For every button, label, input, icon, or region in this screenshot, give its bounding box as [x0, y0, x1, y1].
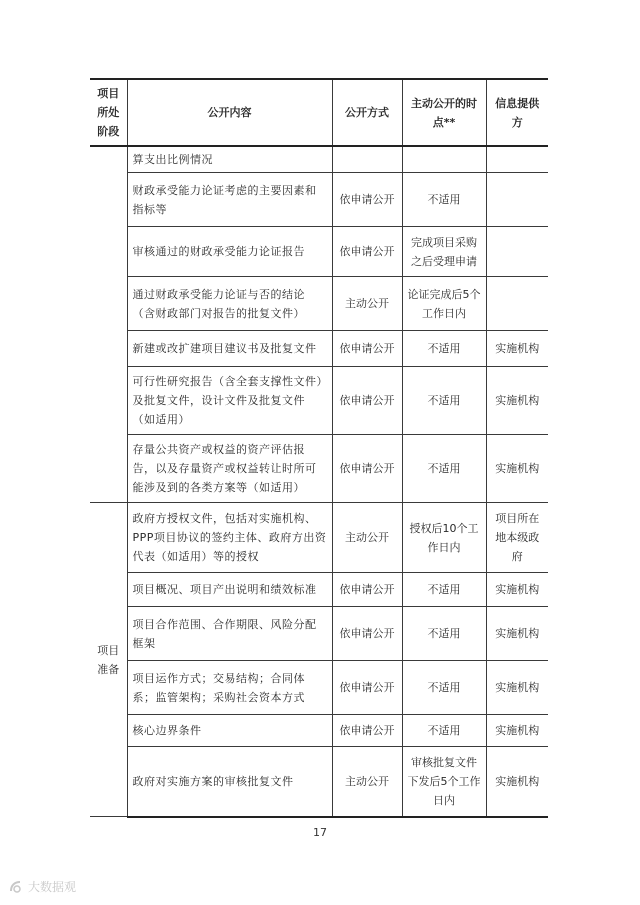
cell-time: [402, 146, 486, 173]
cell-content: 算支出比例情况: [127, 146, 332, 173]
header-provider: 信息提供方: [486, 79, 548, 146]
cell-mode: 依申请公开: [332, 173, 402, 227]
cell-time: 不适用: [402, 367, 486, 435]
table-row: [90, 747, 548, 817]
cell-mode: 主动公开: [332, 503, 402, 573]
cell-time: 不适用: [402, 715, 486, 747]
cell-provider: [486, 277, 548, 331]
cell-provider: 实施机构: [486, 331, 548, 367]
cell-content: 政府方授权文件，包括对实施机构、PPP项目协议的签约主体、政府方出资代表（如适用）等的授权: [127, 503, 332, 573]
header-time: 主动公开的时点**: [402, 79, 486, 146]
cell-mode: [332, 146, 402, 173]
cell-provider: 实施机构: [486, 573, 548, 607]
table-row: [90, 146, 548, 173]
header-stage: 项目所处阶段: [90, 79, 127, 146]
cell-content: 项目运作方式；交易结构；合同体系；监管架构；采购社会资本方式: [127, 661, 332, 715]
table-row: [90, 503, 548, 573]
cell-content: 通过财政承受能力论证与否的结论（含财政部门对报告的批复文件）: [127, 277, 332, 331]
watermark-text: 大数据观: [28, 880, 77, 894]
cell-mode: 依申请公开: [332, 607, 402, 661]
cell-mode: 依申请公开: [332, 331, 402, 367]
cell-time: 审核批复文件下发后5个工作日内: [402, 747, 486, 817]
table-row: [90, 607, 548, 661]
cell-content: 财政承受能力论证考虑的主要因素和指标等: [127, 173, 332, 227]
cell-content: 核心边界条件: [127, 715, 332, 747]
cell-provider: 实施机构: [486, 715, 548, 747]
cell-mode: 依申请公开: [332, 227, 402, 277]
cell-content: 审核通过的财政承受能力论证报告: [127, 227, 332, 277]
cell-content: 新建或改扩建项目建议书及批复文件: [127, 331, 332, 367]
cell-mode: 主动公开: [332, 747, 402, 817]
disclosure-table: [90, 78, 548, 818]
cell-mode: 依申请公开: [332, 573, 402, 607]
cell-time: 授权后10个工作日内: [402, 503, 486, 573]
cell-mode: 依申请公开: [332, 367, 402, 435]
cell-mode: 依申请公开: [332, 435, 402, 503]
cell-content: 项目合作范围、合作期限、风险分配框架: [127, 607, 332, 661]
cell-mode: 依申请公开: [332, 715, 402, 747]
cell-provider: 项目所在地本级政府: [486, 503, 548, 573]
table-row: [90, 661, 548, 715]
cell-content: 可行性研究报告（含全套支撑性文件）及批复文件，设计文件及批复文件（如适用）: [127, 367, 332, 435]
header-content: 公开内容: [127, 79, 332, 146]
table-row: [90, 435, 548, 503]
cell-content: 政府对实施方案的审核批复文件: [127, 747, 332, 817]
cell-provider: [486, 173, 548, 227]
cell-provider: 实施机构: [486, 747, 548, 817]
header-mode: 公开方式: [332, 79, 402, 146]
cell-provider: [486, 146, 548, 173]
stage-cell-1: [90, 146, 127, 503]
table-row: [90, 331, 548, 367]
table-row: [90, 715, 548, 747]
cell-time: 不适用: [402, 173, 486, 227]
cell-provider: 实施机构: [486, 661, 548, 715]
cell-mode: 主动公开: [332, 277, 402, 331]
cell-time: 不适用: [402, 573, 486, 607]
cell-provider: 实施机构: [486, 367, 548, 435]
cell-content: 存量公共资产或权益的资产评估报告，以及存量资产或权益转让时所可能涉及到的各类方案等（如适用）: [127, 435, 332, 503]
cell-provider: 实施机构: [486, 607, 548, 661]
table-row: [90, 573, 548, 607]
table-header-row: [90, 79, 548, 146]
page-number: 17: [313, 826, 327, 839]
cell-time: 不适用: [402, 607, 486, 661]
table-row: [90, 277, 548, 331]
cell-time: 不适用: [402, 661, 486, 715]
watermark: [8, 878, 76, 895]
cell-provider: 实施机构: [486, 435, 548, 503]
table-row: [90, 367, 548, 435]
table-row: [90, 173, 548, 227]
cell-mode: 依申请公开: [332, 661, 402, 715]
table-row: [90, 227, 548, 277]
cell-time: 不适用: [402, 435, 486, 503]
cell-content: 项目概况、项目产出说明和绩效标准: [127, 573, 332, 607]
cell-time: 论证完成后5个工作日内: [402, 277, 486, 331]
cell-time: 不适用: [402, 331, 486, 367]
stage-cell-project-preparation: 项目准备: [90, 503, 127, 817]
watermark-logo-icon: [8, 879, 24, 895]
cell-provider: [486, 227, 548, 277]
cell-time: 完成项目采购之后受理申请: [402, 227, 486, 277]
